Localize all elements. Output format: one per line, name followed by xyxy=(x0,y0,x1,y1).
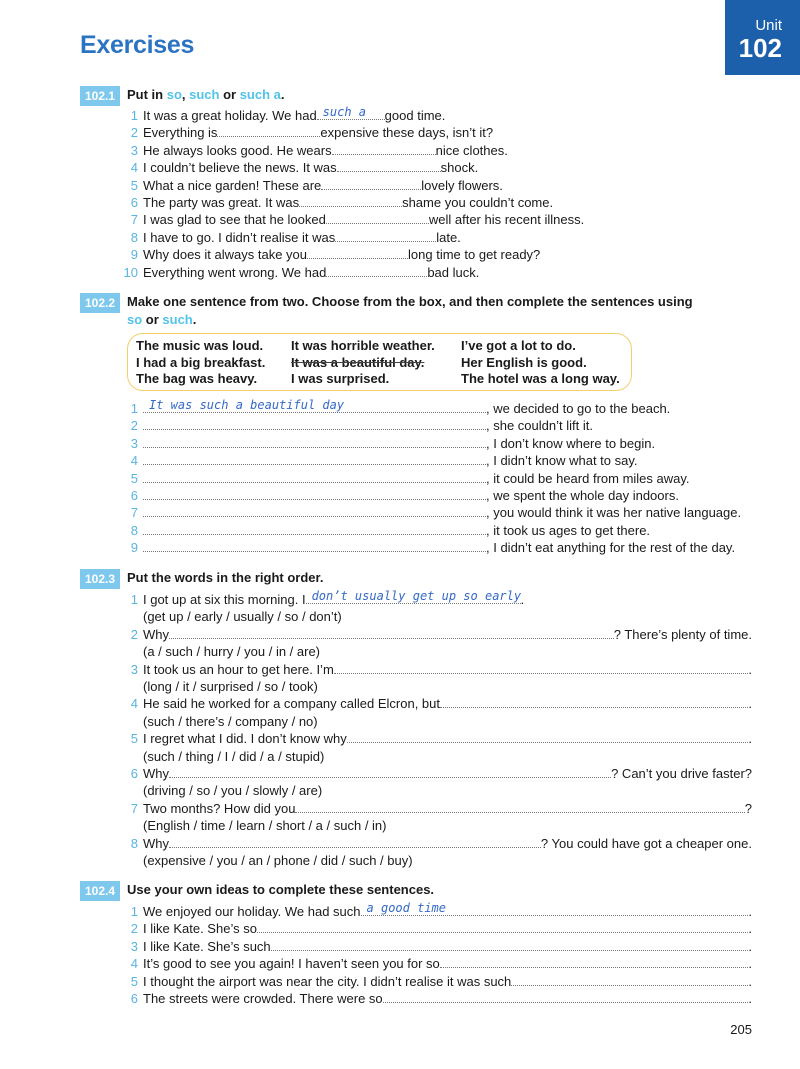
item-text: Why xyxy=(143,766,169,781)
exercise-item xyxy=(110,142,752,159)
word-hint: (expensive / you / an / phone / did / such / buy) xyxy=(143,853,413,868)
item-number: 1 xyxy=(130,401,138,416)
highlighted-word: so xyxy=(127,312,143,327)
item-text: lovely flowers. xyxy=(421,177,503,193)
item-number: 3 xyxy=(130,661,138,677)
item-text: ? There’s plenty of time. xyxy=(613,626,752,642)
answer-blank[interactable] xyxy=(307,246,408,259)
handwritten-answer: don’t usually get up so early xyxy=(311,589,522,603)
item-number: 2 xyxy=(130,626,138,642)
item-number: 8 xyxy=(130,229,138,245)
answer-blank[interactable] xyxy=(143,470,486,483)
exercise-item xyxy=(110,452,752,469)
instruction-text: or xyxy=(219,87,240,102)
exercise-item xyxy=(110,591,752,608)
answer-blank[interactable] xyxy=(317,107,385,120)
answer-blank[interactable] xyxy=(511,973,748,986)
item-text: . xyxy=(748,661,752,677)
exercise-number-badge: 102.3 xyxy=(80,569,120,589)
item-text: , I didn’t eat anything for the rest of the day. xyxy=(486,540,736,556)
exercise-item xyxy=(110,990,752,1007)
item-text: . xyxy=(748,991,752,1006)
sentence-box xyxy=(127,333,632,391)
box-sentence: The hotel was a long way. xyxy=(461,371,620,386)
exercise-item xyxy=(110,124,752,141)
item-number: 2 xyxy=(130,125,138,141)
item-number: 1 xyxy=(130,592,138,607)
highlighted-word: such a xyxy=(239,87,281,102)
exercise-item xyxy=(110,107,752,124)
exercise-item xyxy=(110,626,752,643)
item-number: 2 xyxy=(130,418,138,434)
exercise-item xyxy=(110,835,752,852)
item-text: , we decided to go to the beach. xyxy=(486,401,671,416)
answer-blank[interactable] xyxy=(143,539,486,552)
answer-blank[interactable] xyxy=(257,920,748,933)
item-number: 5 xyxy=(130,177,138,193)
item-text: It took us an hour to get here. I’m xyxy=(143,661,334,677)
handwritten-answer: It was such a beautiful day xyxy=(149,398,345,412)
highlighted-word: such xyxy=(162,312,193,327)
exercise-instructions xyxy=(127,86,285,104)
page-number: 205 xyxy=(730,1022,752,1037)
item-text: We enjoyed our holiday. We had such xyxy=(143,904,361,919)
exercise-item xyxy=(110,194,752,211)
highlighted-word: so xyxy=(166,87,182,102)
item-number: 7 xyxy=(130,212,138,228)
word-hint: (such / there’s / company / no) xyxy=(143,713,318,729)
word-hint: (get up / early / usually / so / don’t) xyxy=(143,609,342,625)
box-sentence: Her English is good. xyxy=(461,354,587,370)
item-number: 6 xyxy=(130,991,138,1006)
item-text: shame you couldn’t come. xyxy=(402,195,554,210)
exercise-item xyxy=(110,211,752,228)
instruction-text: . xyxy=(192,312,197,327)
answer-blank[interactable] xyxy=(299,194,402,207)
item-text: Why xyxy=(143,835,169,851)
item-text: . xyxy=(748,956,752,972)
box-sentence: The bag was heavy. xyxy=(136,371,258,386)
answer-blank[interactable] xyxy=(143,417,486,430)
exercise-item xyxy=(110,159,752,176)
box-sentence: I had a big breakfast. xyxy=(136,354,266,370)
box-sentence: It was horrible weather. xyxy=(291,338,435,353)
item-text: . xyxy=(748,921,752,937)
exercise-item xyxy=(110,661,752,678)
item-text: . xyxy=(748,938,752,954)
item-text: . xyxy=(748,973,752,989)
exercise-item xyxy=(110,470,752,487)
exercise-item xyxy=(110,246,752,263)
answer-blank[interactable] xyxy=(347,730,749,743)
item-number: 8 xyxy=(130,835,138,851)
item-text: good time. xyxy=(384,108,446,123)
item-text: Why does it always take you xyxy=(143,247,308,263)
instruction-text: Put in xyxy=(127,87,167,102)
exercise-item xyxy=(110,487,752,504)
item-text: Why xyxy=(143,626,169,642)
item-text: , it took us ages to get there. xyxy=(486,522,651,538)
item-text: I was glad to see that he looked xyxy=(143,212,326,228)
item-text: It’s good to see you again! I haven’t seen you for so xyxy=(143,956,440,972)
item-text: I like Kate. She’s so xyxy=(143,921,257,937)
exercise-item xyxy=(110,955,752,972)
word-hint: (such / thing / I / did / a / stupid) xyxy=(143,748,325,764)
answer-blank[interactable] xyxy=(335,229,436,242)
exercise-number-badge: 102.1 xyxy=(80,86,120,106)
handwritten-answer: such a xyxy=(322,105,367,119)
exercise-item xyxy=(110,435,752,452)
instruction-text: , xyxy=(181,87,190,102)
item-number: 2 xyxy=(130,921,138,937)
item-number: 5 xyxy=(130,731,138,747)
item-text: Two months? How did you xyxy=(143,800,296,816)
item-text: , I didn’t know what to say. xyxy=(486,453,638,469)
item-number: 4 xyxy=(130,956,138,972)
instruction-text: . xyxy=(280,87,285,102)
item-number: 3 xyxy=(130,938,138,954)
exercise-number-badge: 102.4 xyxy=(80,881,120,901)
exercise-item xyxy=(110,765,752,782)
exercise-item xyxy=(110,417,752,434)
item-number: 6 xyxy=(130,488,138,503)
item-text: I got up at six this morning. I xyxy=(143,592,306,607)
word-hint: (English / time / learn / short / a / such / in) xyxy=(143,818,387,834)
box-sentence: The music was loud. xyxy=(136,338,264,353)
word-hint: (driving / so / you / slowly / are) xyxy=(143,783,323,799)
item-text: It was a great holiday. We had xyxy=(143,108,317,123)
word-hint: (long / it / surprised / so / took) xyxy=(143,679,318,694)
answer-blank[interactable] xyxy=(169,626,614,639)
answer-blank[interactable] xyxy=(143,522,486,535)
answer-blank[interactable] xyxy=(169,765,611,778)
exercise-item xyxy=(110,695,752,712)
exercise-item xyxy=(110,973,752,990)
answer-blank[interactable] xyxy=(217,124,320,137)
answer-blank[interactable] xyxy=(143,504,486,517)
answer-blank[interactable] xyxy=(361,903,749,916)
exercise-instructions xyxy=(127,311,196,329)
word-hint: (a / such / hurry / you / in / are) xyxy=(143,644,321,660)
item-text: long time to get ready? xyxy=(408,247,541,263)
exercise-number-badge: 102.2 xyxy=(80,293,120,313)
item-text: Everything is xyxy=(143,125,218,141)
item-text: . xyxy=(520,592,525,607)
item-number: 5 xyxy=(130,470,138,486)
answer-blank[interactable] xyxy=(169,835,541,848)
item-text: ? You could have got a cheaper one. xyxy=(540,835,752,851)
item-number: 3 xyxy=(130,142,138,158)
exercise-item xyxy=(110,522,752,539)
item-number: 9 xyxy=(130,540,138,556)
box-sentence: It was a beautiful day. xyxy=(291,354,425,370)
answer-blank[interactable] xyxy=(321,177,421,190)
item-number: 4 xyxy=(130,453,138,469)
item-number: 1 xyxy=(130,904,138,919)
unit-number: 102 xyxy=(738,33,782,63)
instruction-text: or xyxy=(142,312,163,327)
answer-blank[interactable] xyxy=(383,990,749,1003)
answer-blank[interactable] xyxy=(334,661,749,674)
item-text: , she couldn’t lift it. xyxy=(486,418,593,434)
exercise-item xyxy=(110,920,752,937)
item-text: , you would think it was her native language. xyxy=(486,505,742,521)
exercise-item xyxy=(110,400,752,417)
handwritten-answer: a good time xyxy=(366,901,447,915)
item-text: nice clothes. xyxy=(435,142,508,158)
item-text: Everything went wrong. We had xyxy=(143,264,327,280)
box-sentence: I’ve got a lot to do. xyxy=(461,338,576,353)
item-number: 4 xyxy=(130,696,138,712)
answer-blank[interactable] xyxy=(143,452,486,465)
answer-blank[interactable] xyxy=(271,938,749,951)
item-text: What a nice garden! These are xyxy=(143,177,322,193)
unit-label: Unit xyxy=(755,17,782,34)
exercise-item xyxy=(110,800,752,817)
answer-blank[interactable] xyxy=(143,435,486,448)
item-text: , it could be heard from miles away. xyxy=(486,470,690,486)
item-text: well after his recent illness. xyxy=(428,212,585,228)
exercise-item xyxy=(110,730,752,747)
answer-blank[interactable] xyxy=(143,400,486,413)
exercise-item xyxy=(110,264,752,281)
item-text: expensive these days, isn’t it? xyxy=(320,125,494,141)
exercise-instructions: Use your own ideas to complete these sentences. xyxy=(127,882,435,897)
item-text: I regret what I did. I don’t know why xyxy=(143,731,347,747)
item-text: I have to go. I didn’t realise it was xyxy=(143,229,336,245)
item-number: 3 xyxy=(130,435,138,451)
exercise-item xyxy=(110,938,752,955)
item-text: ? Can’t you drive faster? xyxy=(611,766,752,781)
highlighted-word: such xyxy=(189,87,220,102)
exercise-instructions: Make one sentence from two. Choose from the box, and then complete the sentences using xyxy=(127,294,693,309)
item-number: 10 xyxy=(123,264,138,280)
item-text: , we spent the whole day indoors. xyxy=(486,488,679,503)
item-text: . xyxy=(748,731,752,747)
item-number: 6 xyxy=(130,766,138,781)
answer-blank[interactable] xyxy=(440,695,748,708)
item-number: 7 xyxy=(130,505,138,521)
item-text: He said he worked for a company called Elcron, but xyxy=(143,696,440,712)
item-number: 6 xyxy=(130,195,138,210)
item-text: bad luck. xyxy=(427,264,480,280)
item-text: I couldn’t believe the news. It was xyxy=(143,160,337,176)
item-number: 4 xyxy=(130,160,138,176)
answer-blank[interactable] xyxy=(326,264,427,277)
exercise-item xyxy=(110,177,752,194)
item-text: I like Kate. She’s such xyxy=(143,938,271,954)
item-text: The streets were crowded. There were so xyxy=(143,991,383,1006)
item-text: . xyxy=(748,904,752,919)
answer-blank[interactable] xyxy=(326,211,429,224)
exercise-instructions: Put the words in the right order. xyxy=(127,570,324,585)
item-text: ? xyxy=(744,800,752,816)
answer-blank[interactable] xyxy=(295,800,744,813)
exercise-item xyxy=(110,229,752,246)
item-text: The party was great. It was xyxy=(143,195,300,210)
exercise-item xyxy=(110,539,752,556)
box-sentence: I was surprised. xyxy=(291,371,390,386)
answer-blank[interactable] xyxy=(440,955,749,968)
answer-blank[interactable] xyxy=(337,159,441,172)
item-number: 9 xyxy=(130,247,138,263)
item-text: shock. xyxy=(440,160,479,176)
item-text: He always looks good. He wears xyxy=(143,142,332,158)
item-number: 1 xyxy=(130,108,138,123)
answer-blank[interactable] xyxy=(306,591,521,604)
item-text: , I don’t know where to begin. xyxy=(486,435,656,451)
answer-blank[interactable] xyxy=(143,487,486,500)
page-title: Exercises xyxy=(80,31,195,59)
item-text: . xyxy=(748,696,752,712)
unit-tab xyxy=(725,0,800,75)
answer-blank[interactable] xyxy=(332,142,436,155)
item-text: I thought the airport was near the city. I didn’t realise it was such xyxy=(143,973,512,989)
item-number: 5 xyxy=(130,973,138,989)
item-text: late. xyxy=(436,229,461,245)
item-number: 8 xyxy=(130,522,138,538)
exercise-item xyxy=(110,504,752,521)
item-number: 7 xyxy=(130,800,138,816)
exercise-item xyxy=(110,903,752,920)
